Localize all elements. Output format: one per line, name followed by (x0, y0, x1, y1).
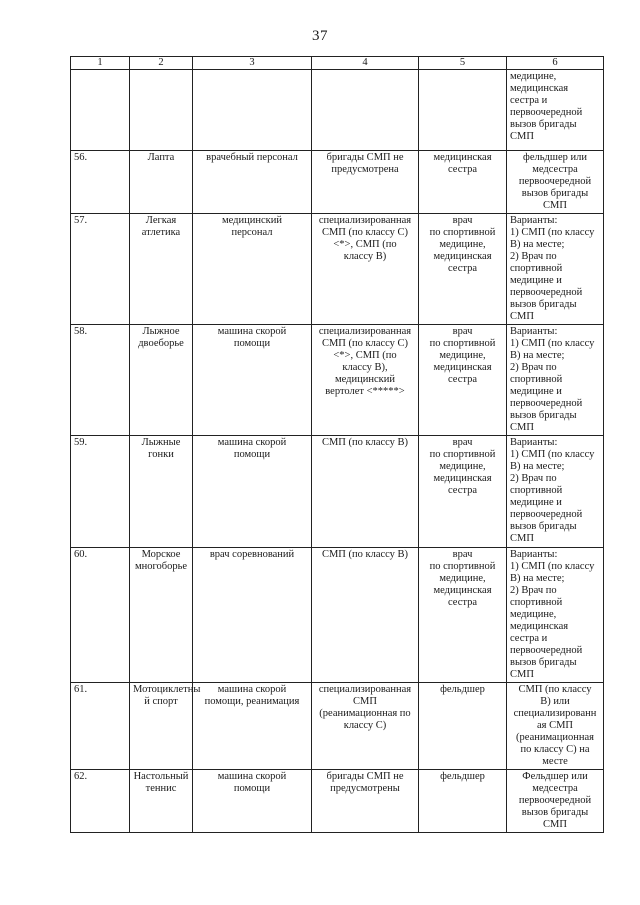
staff-text: машина скорой помощи (217, 771, 287, 794)
sport-name: Легкая атлетика (141, 215, 181, 238)
smp-cell (312, 214, 419, 325)
action-cell (507, 548, 604, 683)
action-text: Варианты: 1) СМП (по классу В) на месте; 2) Врач по спортивной медицине и первоочередной вызов бригады СМП (510, 215, 595, 322)
medic-cell (419, 325, 507, 436)
staff-cell (193, 436, 312, 548)
staff-cell (193, 214, 312, 325)
action-text: медицине, медицинская сестра и первоочередной вызов бригады СМП (510, 71, 583, 142)
column-header: 5 (419, 57, 507, 70)
staff-cell (193, 151, 312, 214)
row-number-cell (71, 683, 130, 770)
medic-text: фельдшер (440, 771, 485, 782)
table-row (71, 548, 604, 683)
sport-name: Лыжное двоеборье (138, 326, 184, 349)
table-row (71, 214, 604, 325)
action-text: Варианты: 1) СМП (по классу В) на месте; 2) Врач по спортивной медицине, медицинская сестра и первоочередной вызов бригады СМП (510, 549, 595, 680)
sport-cell (130, 683, 201, 770)
row-number: 58. (74, 326, 88, 337)
smp-text: специализированная СМП (реанимационная по классу С) (318, 684, 412, 731)
table-row (71, 683, 604, 770)
smp-cell (312, 151, 419, 214)
sport-name: Мотоциклетны й спорт (133, 684, 201, 707)
sport-cell (130, 325, 193, 436)
smp-cell (312, 770, 419, 833)
row-number-cell (71, 548, 130, 683)
row-number: 59. (74, 437, 88, 448)
medic-text: врач по спортивной медицине, медицинская сестра (429, 549, 496, 608)
continuation-row (71, 70, 604, 151)
medic-cell (419, 436, 507, 548)
row-number-cell (71, 770, 130, 833)
action-cell (507, 770, 604, 833)
empty-cell (419, 70, 507, 151)
row-number-cell (71, 214, 130, 325)
action-cell (507, 151, 604, 214)
action-cell (507, 214, 604, 325)
sport-cell (130, 214, 193, 325)
smp-text: СМП (по классу В) (321, 549, 409, 560)
action-text: Варианты: 1) СМП (по классу В) на месте; 2) Врач по спортивной медицине и первоочередной вызов бригады СМП (510, 437, 595, 544)
action-text: СМП (по классу В) или специализированн ая СМП (реанимационная по классу С) на месте (513, 684, 597, 767)
staff-cell (193, 325, 312, 436)
empty-cell (312, 70, 419, 151)
column-header: 3 (193, 57, 312, 70)
smp-cell (312, 325, 419, 436)
medic-text: фельдшер (440, 684, 485, 695)
column-number-header-row (71, 57, 604, 70)
smp-text: специализированная СМП (по классу С) <*>, СМП (по классу В), медицинский вертолет <*****> (318, 326, 412, 397)
staff-cell (193, 683, 312, 770)
page-number: 37 (312, 28, 328, 44)
medic-cell (419, 151, 507, 214)
medic-text: медицинская сестра (433, 152, 492, 175)
row-number: 56. (74, 152, 88, 163)
smp-cell (312, 436, 419, 548)
row-number: 57. (74, 215, 88, 226)
row-number-cell (71, 436, 130, 548)
smp-cell (312, 683, 419, 770)
medic-text: врач по спортивной медицине, медицинская сестра (429, 437, 496, 496)
action-cell (507, 683, 604, 770)
sport-name: Лыжные гонки (141, 437, 181, 460)
table-row (71, 151, 604, 214)
action-text: фельдшер или медсестра первоочередной вызов бригады СМП (518, 152, 592, 211)
staff-text: машина скорой помощи (217, 326, 287, 349)
empty-cell (193, 70, 312, 151)
column-header: 2 (130, 57, 193, 70)
staff-text: врачебный персонал (206, 152, 298, 163)
smp-text: бригады СМП не предусмотрена (326, 152, 404, 175)
table-row (71, 325, 604, 436)
column-header: 4 (312, 57, 419, 70)
table-row (71, 770, 604, 833)
sport-cell (130, 151, 193, 214)
empty-cell (130, 70, 193, 151)
sport-cell (130, 548, 193, 683)
sport-name: Лапта (147, 152, 175, 163)
row-number-cell (71, 151, 130, 214)
medic-text: врач по спортивной медицине, медицинская сестра (429, 215, 496, 274)
action-cell (507, 325, 604, 436)
smp-text: СМП (по классу В) (321, 437, 409, 448)
action-text: Фельдшер или медсестра первоочередной вызов бригады СМП (518, 771, 592, 830)
sport-name: Настольный теннис (133, 771, 189, 794)
medic-text: врач по спортивной медицине, медицинская сестра (429, 326, 496, 385)
staff-text: медицинский персонал (222, 215, 282, 238)
medic-cell (419, 548, 507, 683)
staff-cell (193, 548, 312, 683)
staff-text: машина скорой помощи, реанимация (204, 684, 300, 707)
action-cell (507, 436, 604, 548)
sport-cell (130, 770, 193, 833)
row-number: 62. (74, 771, 88, 782)
column-header: 1 (71, 57, 130, 70)
staff-cell (193, 770, 312, 833)
staff-text: машина скорой помощи (217, 437, 287, 460)
smp-text: специализированная СМП (по классу С) <*>, СМП (по классу В) (318, 215, 412, 262)
action-cell (507, 70, 604, 151)
medic-cell (419, 683, 507, 770)
row-number: 60. (74, 549, 88, 560)
smp-cell (312, 548, 419, 683)
row-number-cell (71, 325, 130, 436)
column-header: 6 (507, 57, 604, 70)
medical-support-table (70, 56, 604, 833)
table-row (71, 436, 604, 548)
row-number: 61. (74, 684, 88, 695)
sport-cell (130, 436, 193, 548)
empty-cell (71, 70, 130, 151)
sport-name: Морское многоборье (134, 549, 188, 572)
action-text: Варианты: 1) СМП (по классу В) на месте; 2) Врач по спортивной медицине и первоочередной вызов бригады СМП (510, 326, 595, 433)
staff-text: врач соревнований (209, 549, 295, 560)
smp-text: бригады СМП не предусмотрены (326, 771, 404, 794)
medic-cell (419, 214, 507, 325)
medic-cell (419, 770, 507, 833)
